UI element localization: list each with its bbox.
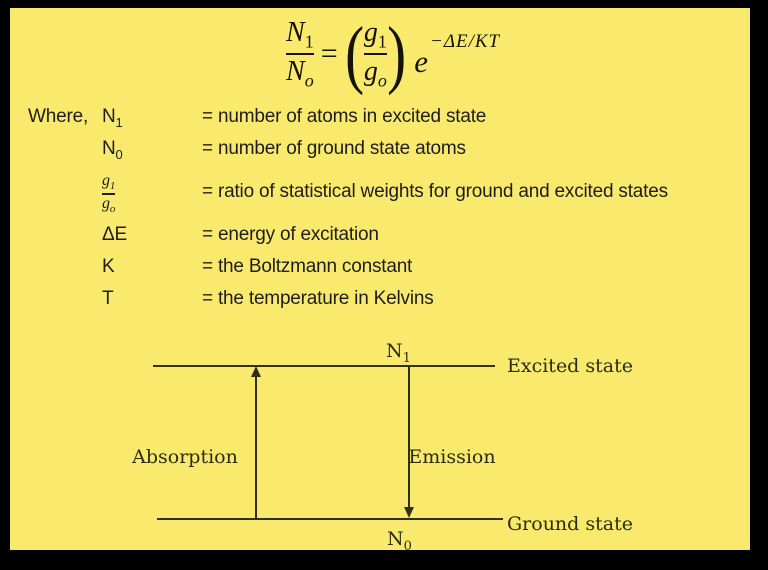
where-label: Where, [28, 106, 89, 127]
ratio-denominator: $g_o$ [363, 56, 387, 91]
symbol-k: K [102, 256, 115, 277]
slide-background [10, 8, 750, 554]
energy-level-diagram [10, 8, 750, 554]
definition-text: = ratio of statistical weights for ground and excited states [202, 181, 668, 202]
emission-arrow-line [408, 367, 410, 508]
ratio-numerator: $g_1$ [363, 17, 387, 52]
excited-state-level-line [153, 365, 495, 367]
definition-text: = the Boltzmann constant [202, 256, 413, 277]
excited-population-label: $N_1$ [386, 340, 411, 366]
open-paren: ( [344, 12, 364, 96]
equation-denominator: $N_o$ [286, 56, 314, 91]
symbol-t: T [102, 288, 114, 309]
equation-numerator: $N_1$ [286, 17, 314, 52]
definition-text: = energy of excitation [202, 224, 379, 245]
emission-arrowhead-icon [404, 507, 414, 518]
g-ratio-denominator: $g_o$ [102, 194, 116, 215]
ground-state-level-line [157, 518, 503, 520]
definition-text: = the temperature in Kelvins [202, 288, 434, 309]
ground-state-label: Ground state [507, 513, 633, 535]
emission-label: Emission [408, 446, 496, 468]
g-ratio-numerator: $g_1$ [102, 172, 116, 193]
absorption-label: Absorption [132, 446, 238, 468]
symbol-n1: $N_1$ [102, 105, 123, 130]
euler-e: e [414, 44, 428, 79]
symbol-delta-e: ΔE [102, 224, 127, 245]
definition-text: = number of atoms in excited state [202, 106, 487, 127]
absorption-arrowhead-icon [251, 366, 261, 377]
symbol-n0: $N_0$ [102, 137, 123, 162]
definition-text: = number of ground state atoms [202, 138, 466, 159]
equals-sign: = [320, 37, 338, 70]
exponent: −ΔE/KT [430, 31, 501, 52]
ground-population-label: $N_0$ [387, 528, 412, 554]
excited-state-label: Excited state [507, 355, 633, 377]
absorption-arrow-line [255, 376, 257, 519]
close-paren: ) [387, 12, 407, 96]
